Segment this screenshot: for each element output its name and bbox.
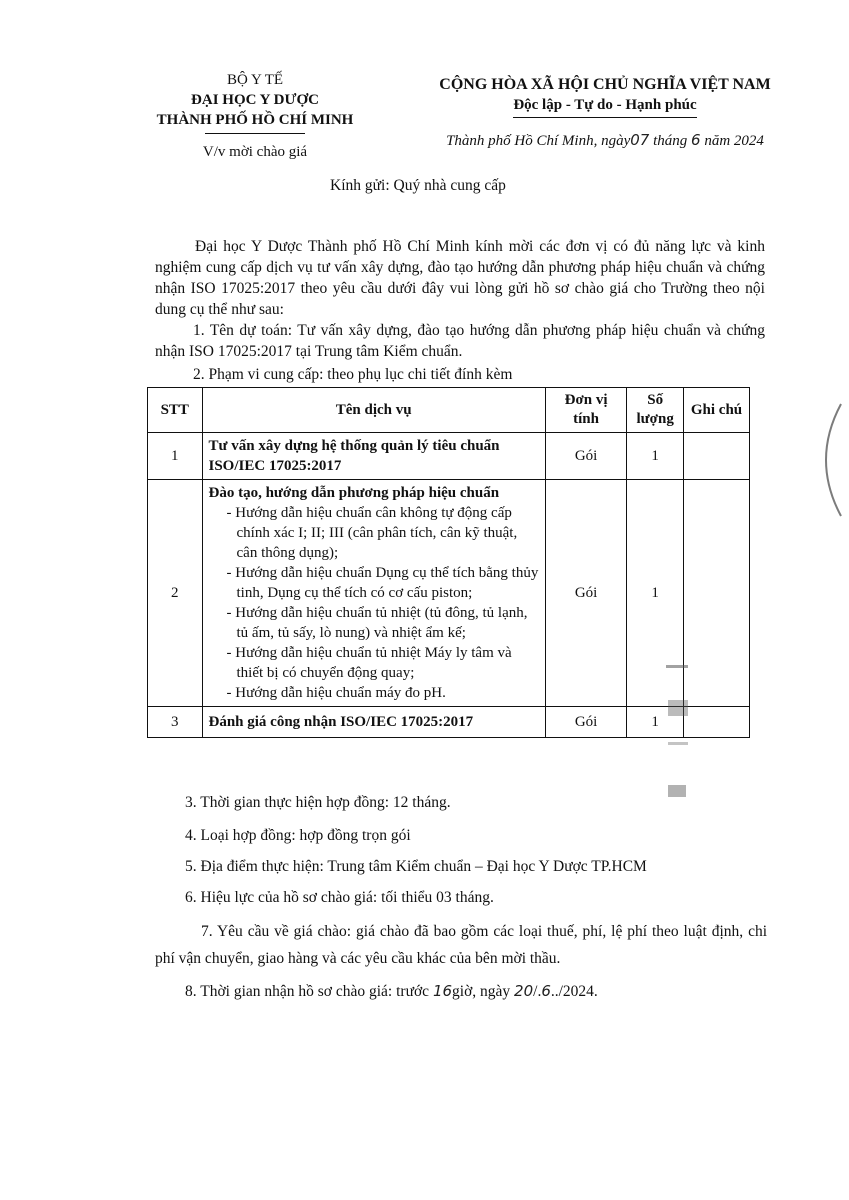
row-note (684, 707, 750, 738)
date-day: 07 (630, 131, 650, 149)
row-quantity: 1 (627, 433, 684, 480)
national-header (405, 74, 805, 152)
date-month: 6 (691, 131, 701, 149)
row-service-name (202, 480, 545, 707)
deadline-day: 20 (514, 982, 534, 1000)
date-year: năm 2024 (704, 133, 764, 149)
service-subitem: - Hướng dẫn hiệu chuẩn tủ nhiệt (tủ đông, tủ lạnh, tủ ấm, tủ sấy, lò nung) và nhiệt ẩm kế; (226, 605, 528, 641)
service-subitem: - Hướng dẫn hiệu chuẩn cân không tự động cấp chính xác I; II; III (cân phân tích, cân kỹ thuật, cân thông dụng); (226, 505, 518, 561)
date-month-label: tháng (653, 133, 688, 149)
row-stt: 3 (148, 707, 203, 738)
header-service-name: Tên dịch vụ (202, 388, 545, 433)
service-subitem: - Hướng dẫn hiệu chuẩn máy đo pH. (226, 685, 446, 701)
scan-smudge (668, 742, 688, 745)
row-note (684, 433, 750, 480)
item-1: 1. Tên dự toán: Tư vấn xây dựng, đào tạo hướng dẫn phương pháp hiệu chuẩn và chứng nhận ISO 17025:2017 tại Trung tâm Kiểm chuẩn. (155, 322, 765, 360)
date-prefix: Thành phố Hồ Chí Minh, ngày (446, 133, 631, 149)
date-line (405, 130, 805, 152)
issuer-block (140, 70, 370, 162)
item-2: 2. Phạm vi cung cấp: theo phụ lục chi tiết đính kèm (193, 366, 513, 383)
service-subitem: - Hướng dẫn hiệu chuẩn tủ nhiệt Máy ly tâm và thiết bị có chuyển động quay; (226, 645, 512, 681)
table-row (148, 433, 750, 480)
university-name-line1: ĐẠI HỌC Y DƯỢC (191, 92, 319, 108)
header-stt: STT (148, 388, 203, 433)
ministry-name: BỘ Y TẾ (226, 72, 284, 88)
recipient-line: Kính gửi: Quý nhà cung cấp (330, 177, 506, 194)
row-stt: 2 (148, 480, 203, 707)
table-row (148, 707, 750, 738)
service-table (147, 387, 750, 738)
issuer-underline (140, 130, 370, 142)
scan-smudge (668, 785, 686, 797)
intro-paragraph: Đại học Y Dược Thành phố Hồ Chí Minh kính mời các đơn vị có đủ năng lực và kinh nghiệm cung cấp dịch vụ tư vấn xây dựng, đào tạo hướng dẫn phương pháp hiệu chuẩn và chứng nhận ISO 17025:2017 theo yêu cầu dưới đây vui lòng gửi hồ sơ chào giá cho Trường theo nội dung cụ thể như sau: (155, 238, 765, 318)
table-header-row (148, 388, 750, 433)
scan-smudge (668, 700, 688, 716)
row-stt: 1 (148, 433, 203, 480)
item-5: 5. Địa điểm thực hiện: Trung tâm Kiểm chuẩn – Đại học Y Dược TP.HCM (185, 858, 647, 875)
university-name-line2: THÀNH PHỐ HỒ CHÍ MINH (156, 112, 354, 128)
item-3: 3. Thời gian thực hiện hợp đồng: 12 tháng. (185, 794, 451, 811)
item-4: 4. Loại hợp đồng: hợp đồng trọn gói (185, 827, 411, 844)
row-note (684, 480, 750, 707)
service-subitem: - Hướng dẫn hiệu chuẩn Dụng cụ thể tích bằng thủy tinh, Dụng cụ thể tích có cơ cấu piston; (226, 565, 539, 601)
row-service-title: Đào tạo, hướng dẫn phương pháp hiệu chuẩn (208, 485, 500, 501)
scan-arc-mark (805, 400, 845, 520)
item-6: 6. Hiệu lực của hồ sơ chào giá: tối thiểu 03 tháng. (185, 889, 494, 906)
row-unit: Gói (545, 433, 626, 480)
deadline-prefix: 8. Thời gian nhận hồ sơ chào giá: trước (185, 983, 430, 1000)
row-quantity: 1 (627, 707, 684, 738)
deadline-month: 6 (541, 982, 551, 1000)
row-service-name: Tư vấn xây dựng hệ thống quản lý tiêu chuẩn ISO/IEC 17025:2017 (202, 433, 545, 480)
header-quantity: Số lượng (627, 388, 684, 433)
deadline-year: ../2024. (550, 983, 598, 1000)
row-unit: Gói (545, 480, 626, 707)
header-note: Ghi chú (684, 388, 750, 433)
national-motto: Độc lập - Tự do - Hạnh phúc (513, 95, 696, 118)
scan-smudge (666, 665, 688, 668)
header-unit: Đơn vị tính (545, 388, 626, 433)
nation-title: CỘNG HÒA XÃ HỘI CHỦ NGHĨA VIỆT NAM (439, 76, 771, 93)
document-subject: V/v mời chào giá (202, 144, 308, 160)
row-quantity: 1 (627, 480, 684, 707)
item-7: 7. Yêu cầu về giá chào: giá chào đã bao gồm các loại thuế, phí, lệ phí theo luật định, chi phí vận chuyển, giao hàng và các yêu cầu khác của bên mời thầu. (155, 923, 767, 967)
deadline-separator: /. (533, 983, 542, 1000)
table-row (148, 480, 750, 707)
item-8 (185, 981, 598, 1002)
row-service-name: Đánh giá công nhận ISO/IEC 17025:2017 (202, 707, 545, 738)
deadline-hour-label: giờ, ngày (452, 983, 511, 1000)
deadline-hour: 16 (432, 982, 453, 1000)
row-unit: Gói (545, 707, 626, 738)
